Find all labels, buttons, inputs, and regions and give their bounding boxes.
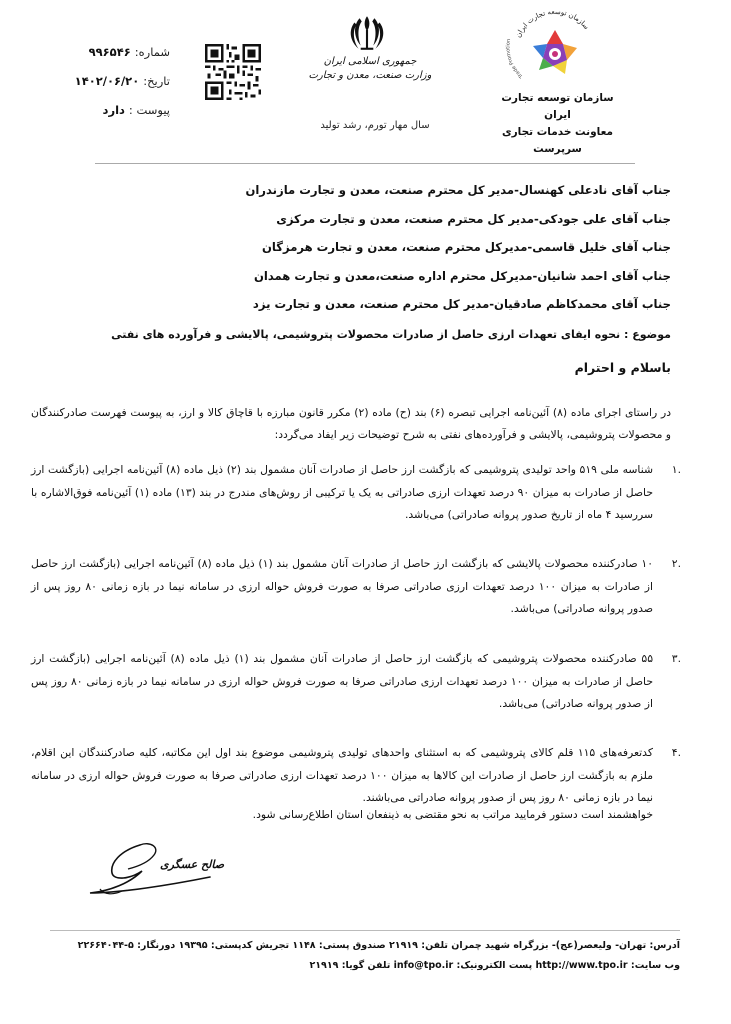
closing-request: خواهشمند است دستور فرمایید مراتب به نحو مقتضی به ذینفعان استان اطلاع‌رسانی شود. [252, 808, 653, 821]
subject-line: موضوع : نحوه ایفای تعهدات ارزی حاصل از صادرات محصولات پتروشیمی، پالایشی و فرآورده های نفتی [111, 328, 671, 341]
org-role: سرپرست [533, 143, 582, 155]
svg-text:سازمان توسعه تجارت ایران [514, 8, 590, 39]
svg-text:Trade Promotion Organization o [505, 6, 525, 80]
org-deputy: معاونت خدمات تجاری [501, 126, 613, 138]
intro-paragraph: در راستای اجرای ماده (۸) آئین‌نامه اجرایی تبصره (۶) بند (ح) ماده (۲) مکرر قانون مبارزه با قاچاق کالا و ارز، به پیوست فهرست صادرکنندگان و محصولات پتروشیمی، پالایشی و فرآورده‌های نفتی به شرح توضیحات زیر ایفاد می‌گردد: [31, 406, 672, 441]
addressee-item: جناب آقای علی جودکی-مدیر کل محترم صنعت، معدن و تجارت مرکزی [276, 211, 671, 226]
letter-date: تاریخ: ۱۴۰۲/۰۶/۲۰ [74, 74, 170, 88]
list-item-text: شناسه ملی ۵۱۹ واحد تولیدی پتروشیمی که بازگشت ارز حاصل از صادرات آنان مشمول بند (۲) ذیل ماده (۸) آئین‌نامه اجرایی (بازگشت ارز حاصل از صادرات به میزان ۹۰ درصد تعهدات ارزی صادراتی به یک یا ترکیبی از روش‌های مندرج در بند (۱۳) ماده (۱) آئین‌نامه فوق‌الاشاره با سررسید ۴ ماه از تاریخ صدور پروانه صادراتی) می‌باشد. [31, 463, 654, 521]
qr-code-icon [205, 44, 261, 100]
list-item [31, 742, 681, 810]
letter-number: شماره: ۹۹۶۵۴۶ [88, 45, 170, 59]
addressee-item: جناب آقای احمد شانیان-مدیرکل محترم اداره صنعت،معدن و تجارت همدان [253, 268, 671, 283]
list-item-text: ۵۵ صادرکننده محصولات پتروشیمی که بازگشت ارز حاصل از صادرات آنان مشمول بند (۱) ذیل ماده (۸) آئین‌نامه اجرایی (بازگشت ارز حاصل از صادرات به میزان ۱۰۰ درصد تعهدات ارزی صادراتی صرفا به صورت فروش حواله ارزی در سامانه نیما در بازه زمانی ۸۰ روز پس از صدور پروانه صادراتی) می‌باشد. [31, 652, 654, 710]
tpo-logo-icon [505, 6, 605, 80]
list-item [31, 553, 681, 621]
addressee-list [51, 176, 671, 319]
list-item [31, 459, 681, 527]
list-item-number: .۲ [671, 557, 681, 570]
footer-address: آدرس: تهران- ولیعصر(عج)- بزرگراه شهید چمران تلفن: ۲۱۹۱۹ صندوق پستی: ۱۱۴۸ تجریش کدپستی: ۱۹۳۹۵ دورنگار: ۵-۲۲۶۶۴۰۴۴ [77, 940, 680, 951]
greeting: باسلام و احترام [574, 360, 671, 375]
list-item-number: .۱ [671, 463, 681, 476]
header-divider [95, 163, 635, 164]
addressee-item: جناب آقای نادعلی کهنسال-مدیر کل محترم صنعت، معدن و تجارت مازندران [245, 183, 671, 197]
footer-divider [50, 930, 680, 931]
list-item [31, 648, 681, 716]
footer-contact: وب سایت: http://www.tpo.ir پست الکترونیک: info@tpo.ir تلفن گویا: ۲۱۹۱۹ [309, 960, 680, 971]
iran-emblem-icon [346, 12, 388, 54]
list-item-text: کدتعرفه‌های ۱۱۵ قلم کالای پتروشیمی که به استثنای واحدهای تولیدی پتروشیمی موضوع بند اول این مکاتبه، کلیه صادرکنندگان این اقلام، ملزم به بازگشت ارز حاصل از صادرات این کالاها به میزان ۱۰۰ درصد تعهدات ارزی صادراتی صرفا به صورت فروش حواله ارزی در سامانه نیما در بازه زمانی ۸۰ روز پس از صدور پروانه صادراتی می‌باشند. [31, 746, 653, 804]
tpo-logo-text-en: Trade Promotion [505, 38, 525, 80]
org-block [490, 90, 625, 158]
letter-meta [40, 38, 170, 125]
list-item-number: .۳ [671, 652, 681, 665]
list-item-number: .۴ [671, 746, 681, 759]
letter-attachment: پیوست : دارد [102, 103, 170, 117]
list-item-text: ۱۰ صادرکننده محصولات پالایشی که بازگشت ارز حاصل از صادرات آنان مشمول بند (۱) ذیل ماده (۸) آئین‌نامه اجرایی (بازگشت ارز حاصل از صادرات به میزان ۱۰۰ درصد تعهدات ارزی صادراتی صرفا به صورت فروش حواله ارزی در سامانه نیما در بازه زمانی ۸۰ روز پس از صدور پروانه صادراتی) می‌باشد. [31, 557, 654, 615]
year-slogan: سال مهار تورم، رشد تولید [320, 120, 430, 131]
signer-name: صالح عسگری [160, 858, 225, 871]
tpo-logo-text: سازمان توسعه تجارت ایران [514, 7, 591, 39]
addressee-item: جناب آقای خلیل قاسمی-مدیرکل محترم صنعت، معدن و تجارت هرمزگان [262, 240, 671, 254]
addressee-item: جناب آقای محمدکاظم صادقیان-مدیر کل محترم صنعت، معدن و تجارت یزد [252, 297, 671, 311]
ministry-name: جمهوری اسلامی ایران وزارت صنعت، معدن و تجارت [308, 56, 432, 81]
org-name: سازمان توسعه تجارت ایران [501, 92, 614, 121]
